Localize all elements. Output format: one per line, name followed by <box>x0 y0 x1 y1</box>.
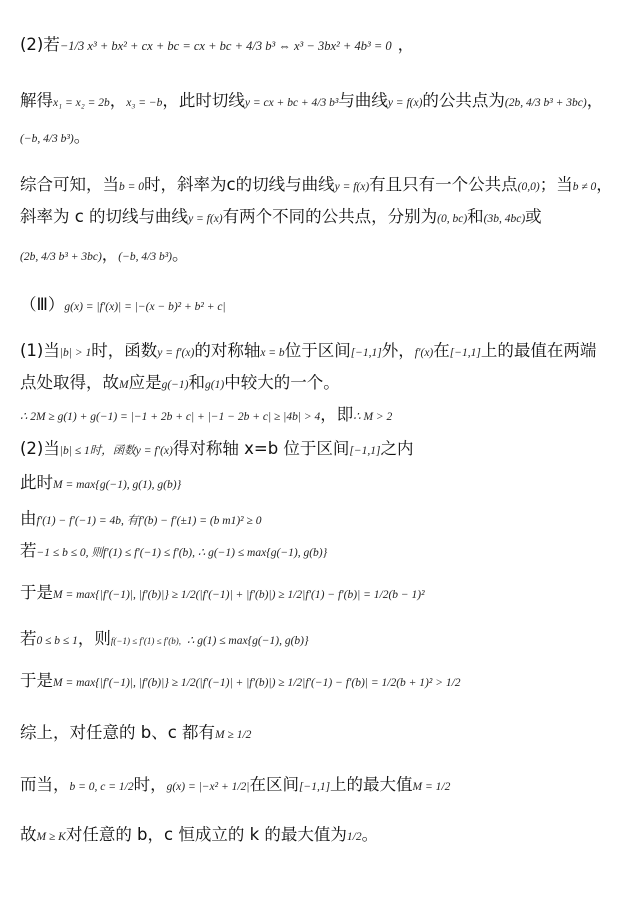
math-expr: [−1,1] <box>449 347 481 359</box>
math-expr: (−b, 4/3 b³) <box>20 133 74 145</box>
math-expr: ∴ g(1) ≤ max{g(−1), g(b)} <box>187 635 309 647</box>
math-expr: M ≥ 1/2 <box>215 729 252 741</box>
math-expr: M = max{|f′(−1)|, |f′(b)|} ≥ 1/2(|f′(−1)| + |f′(b)|) ≥ 1/2|f′(−1) − f′(b)| = 1/2(b + 1)² > 1/2 <box>53 677 461 689</box>
line-9: 点处取得，故M应是g(−1)和g(1)中较大的一个。 <box>20 373 340 392</box>
math-expr: f′(1) − f′(−1) = 4b, 有f′(b) − f′(±1) = (b m1)² ≥ 0 <box>36 515 262 527</box>
math-expr: y = f(x) <box>334 181 370 193</box>
math-expr: b ≠ 0 <box>572 181 597 193</box>
math-expr: f(−1) ≤ f′(1) ≤ f′(b), <box>110 636 181 646</box>
math-expr: f′(x) <box>414 347 434 359</box>
math-expr: −1 ≤ b ≤ 0, 则f′(1) ≤ f′(−1) ≤ f′(b), ∴ g(−1) ≤ max{g(−1), g(b)} <box>36 547 328 559</box>
math-expr: (−b, 4/3 b³) <box>118 251 172 263</box>
line-10: ∴ 2M ≥ g(1) + g(−1) = |−1 + 2b + c| + |−1 − 2b + c| ≥ |4b| > 4，即∴ M > 2 <box>20 405 393 424</box>
line-2: 解得x₁ = x₂ = 2b，x₃ = −b，此时切线y = cx + bc + 4/3 b³与曲线y = f(x)的公共点为(2b, 4/3 b³ + 3bc)， <box>20 91 604 110</box>
math-expr: b = 0, c = 1/2 <box>69 781 134 793</box>
math-expr: [−1,1] <box>350 347 382 359</box>
line-5: 斜率为 c 的切线与曲线y = f(x)有两个不同的公共点，分别为(0, bc)和(3b, 4bc)或 <box>20 207 542 226</box>
math-expr: g(−1) <box>161 379 189 391</box>
math-expr: (0, bc) <box>437 213 468 225</box>
line-14: 若−1 ≤ b ≤ 0, 则f′(1) ≤ f′(−1) ≤ f′(b), ∴ g(−1) ≤ max{g(−1), g(b)} <box>20 541 328 560</box>
math-expr: M ≥ K <box>36 831 66 843</box>
math-expr: x₃ = −b <box>126 97 163 109</box>
math-expr: (0,0) <box>517 181 540 193</box>
line-7: （Ⅲ）g(x) = |f′(x)| = |−(x − b)² + b² + c| <box>20 295 226 314</box>
line-13: 由f′(1) − f′(−1) = 4b, 有f′(b) − f′(±1) = (b m1)² ≥ 0 <box>20 509 262 528</box>
line-16: 若0 ≤ b ≤ 1，则f(−1) ≤ f′(1) ≤ f′(b), ∴ g(1) ≤ max{g(−1), g(b)} <box>20 629 309 648</box>
math-expr: y = f′(x) <box>157 347 195 359</box>
math-expr: [−1,1] <box>349 445 381 457</box>
line-19: 而当，b = 0, c = 1/2时，g(x) = |−x² + 1/2|在区间[−1,1]上的最大值M = 1/2 <box>20 775 451 794</box>
math-expr: |b| ≤ 1时，函数y = f′(x) <box>59 445 173 457</box>
math-expr: M = 1/2 <box>412 781 451 793</box>
math-expr: 0 ≤ b ≤ 1 <box>36 635 78 647</box>
math-expr: −1/3 x³ + bx² + cx + bc = cx + bc + 4/3 b³ ⇔ x³ − 3bx² + 4b³ = 0 <box>59 39 392 53</box>
math-expr: ∴ M > 2 <box>353 411 393 423</box>
math-expr: M <box>119 379 129 391</box>
line-15: 于是M = max{|f′(−1)|, |f′(b)|} ≥ 1/2(|f′(−1)| + |f′(b)|) ≥ 1/2|f′(1) − f′(b)| = 1/2(b − 1)² <box>20 583 425 602</box>
math-expr: x₁ = x₂ = 2b <box>53 97 110 109</box>
math-expr: M = max{g(−1), g(1), g(b)} <box>53 479 182 491</box>
math-expr: (2b, 4/3 b³ + 3bc) <box>20 251 102 263</box>
line-18: 综上，对任意的 b、c 都有M ≥ 1/2 <box>20 723 252 742</box>
line-1: (2)若−1/3 x³ + bx² + cx + bc = cx + bc + 4/3 b³ ⇔ x³ − 3bx² + 4b³ = 0 ， <box>20 35 415 54</box>
line-17: 于是M = max{|f′(−1)|, |f′(b)|} ≥ 1/2(|f′(−1)| + |f′(b)|) ≥ 1/2|f′(−1) − f′(b)| = 1/2(b + 1)² > 1/2 <box>20 671 461 690</box>
math-expr: |b| > 1 <box>59 347 92 359</box>
line-4: 综合可知，当b = 0时，斜率为c的切线与曲线y = f(x)有且只有一个公共点(0,0)；当b ≠ 0， <box>20 175 613 194</box>
math-expr: g(x) = |−x² + 1/2| <box>166 781 250 793</box>
line-6: (2b, 4/3 b³ + 3bc)，(−b, 4/3 b³)。 <box>20 245 189 264</box>
math-expr: g(1) <box>205 379 225 391</box>
math-expr: y = cx + bc + 4/3 b³ <box>244 97 339 109</box>
math-expr: [−1,1] <box>298 781 331 793</box>
math-expr: y = f(x) <box>188 213 223 225</box>
math-expr: x = b <box>260 347 285 359</box>
line-11: (2)当|b| ≤ 1时，函数y = f′(x)得对称轴 x=b 位于区间[−1,1]之内 <box>20 439 414 458</box>
math-expr: (3b, 4bc) <box>483 213 526 225</box>
math-expr: 1/2 <box>346 831 362 843</box>
math-expr: g(x) = |f′(x)| = |−(x − b)² + b² + c| <box>64 301 226 313</box>
math-expr: y = f(x) <box>387 97 423 109</box>
line-3: (−b, 4/3 b³)。 <box>20 127 91 146</box>
math-expr: M = max{|f′(−1)|, |f′(b)|} ≥ 1/2(|f′(−1)| + |f′(b)|) ≥ 1/2|f′(1) − f′(b)| = 1/2(b − 1)² <box>53 589 425 601</box>
math-expr: b = 0 <box>119 181 145 193</box>
math-expr: (2b, 4/3 b³ + 3bc) <box>504 97 587 109</box>
line-20: 故M ≥ K对任意的 b，c 恒成立的 k 的最大值为1/2。 <box>20 825 379 844</box>
math-expr: ∴ 2M ≥ g(1) + g(−1) = |−1 + 2b + c| + |−1 − 2b + c| ≥ |4b| > 4 <box>20 411 321 423</box>
line-12: 此时M = max{g(−1), g(1), g(b)} <box>20 473 182 492</box>
line-8: (1)当|b| > 1时，函数y = f′(x)的对称轴x = b位于区间[−1,1]外，f′(x)在[−1,1]上的最值在两端 <box>20 341 597 360</box>
